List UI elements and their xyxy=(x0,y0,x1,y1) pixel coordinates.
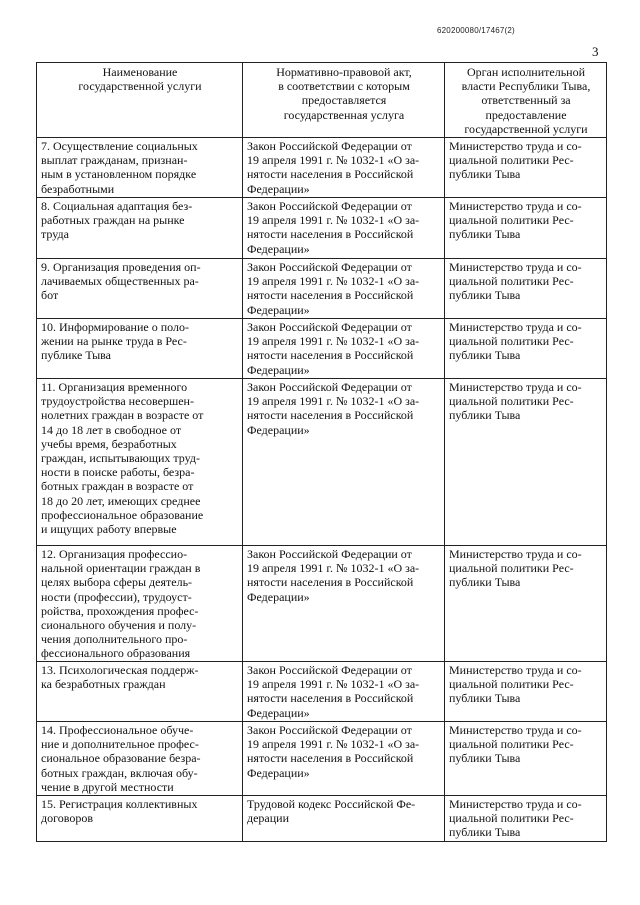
service-name-cell: 7. Осуществление социальных выплат гражданам, признан- ным в установленном порядке безработными xyxy=(37,138,243,198)
service-name-cell: 14. Профессиональное обуче- ние и дополнительное профес- сиональное образование безра- ботных граждан, включая обу- чение в другой местности xyxy=(37,722,243,796)
legal-act-cell: Закон Российской Федерации от 19 апреля 1991 г. № 1032-1 «О за- нятости населения в Российской Федерации» xyxy=(243,546,445,662)
authority-cell: Министерство труда и со- циальной политики Рес- публики Тыва xyxy=(445,319,607,379)
table-row xyxy=(37,379,607,546)
authority-cell: Министерство труда и со- циальной политики Рес- публики Тыва xyxy=(445,796,607,842)
authority-cell: Министерство труда и со- циальной политики Рес- публики Тыва xyxy=(445,722,607,796)
service-name-cell: 15. Регистрация коллективных договоров xyxy=(37,796,243,842)
legal-act-cell: Трудовой кодекс Российской Фе- дерации xyxy=(243,796,445,842)
table-header-row xyxy=(37,63,607,138)
legal-act-cell: Закон Российской Федерации от 19 апреля 1991 г. № 1032-1 «О за- нятости населения в Российской Федерации» xyxy=(243,662,445,722)
legal-act-cell: Закон Российской Федерации от 19 апреля 1991 г. № 1032-1 «О за- нятости населения в Российской Федерации» xyxy=(243,259,445,319)
services-table xyxy=(36,62,607,842)
authority-cell: Министерство труда и со- циальной политики Рес- публики Тыва xyxy=(445,662,607,722)
legal-act-cell: Закон Российской Федерации от 19 апреля 1991 г. № 1032-1 «О за- нятости населения в Российской Федерации» xyxy=(243,722,445,796)
table-row xyxy=(37,662,607,722)
table-row xyxy=(37,138,607,198)
service-name-cell: 12. Организация профессио- нальной ориентации граждан в целях выбора сферы деятель- ности (профессии), трудоуст- ройства, прохождения профес- сионального обучения и полу- чения дополнительного про- фессионального образования xyxy=(37,546,243,662)
service-name-cell: 13. Психологическая поддерж- ка безработных граждан xyxy=(37,662,243,722)
table-row xyxy=(37,198,607,259)
document-id: 620200080/17467(2) xyxy=(437,26,515,35)
authority-cell: Министерство труда и со- циальной политики Рес- публики Тыва xyxy=(445,198,607,259)
legal-act-cell: Закон Российской Федерации от 19 апреля 1991 г. № 1032-1 «О за- нятости населения в Российской Федерации» xyxy=(243,138,445,198)
service-name-cell: 10. Информирование о поло- жении на рынке труда в Рес- публике Тыва xyxy=(37,319,243,379)
authority-cell: Министерство труда и со- циальной политики Рес- публики Тыва xyxy=(445,138,607,198)
table-row xyxy=(37,546,607,662)
table-row xyxy=(37,319,607,379)
page-number: 3 xyxy=(592,44,599,59)
table-row xyxy=(37,796,607,842)
authority-cell: Министерство труда и со- циальной политики Рес- публики Тыва xyxy=(445,259,607,319)
legal-act-cell: Закон Российской Федерации от 19 апреля 1991 г. № 1032-1 «О за- нятости населения в Российской Федерации» xyxy=(243,379,445,546)
header-service-name: Наименование государственной услуги xyxy=(37,63,243,138)
header-legal-act: Нормативно-правовой акт, в соответствии с которым предоставляется государственная услуга xyxy=(243,63,445,138)
table-row xyxy=(37,722,607,796)
table-row xyxy=(37,259,607,319)
header-authority: Орган исполнительной власти Республики Тыва, ответственный за предоставление государственной услуги xyxy=(445,63,607,138)
legal-act-cell: Закон Российской Федерации от 19 апреля 1991 г. № 1032-1 «О за- нятости населения в Российской Федерации» xyxy=(243,198,445,259)
service-name-cell: 11. Организация временного трудоустройства несовершен- нолетних граждан в возрасте от 14 до 18 лет в свободное от учебы время, безработных граждан, испытывающих труд- ности в поиске работы, безра- ботных граждан в возрасте от 18 до 20 лет, имеющих среднее профессиональное образование и ищущих работу впервые xyxy=(37,379,243,546)
service-name-cell: 8. Социальная адаптация без- работных граждан на рынке труда xyxy=(37,198,243,259)
authority-cell: Министерство труда и со- циальной политики Рес- публики Тыва xyxy=(445,546,607,662)
legal-act-cell: Закон Российской Федерации от 19 апреля 1991 г. № 1032-1 «О за- нятости населения в Российской Федерации» xyxy=(243,319,445,379)
authority-cell: Министерство труда и со- циальной политики Рес- публики Тыва xyxy=(445,379,607,546)
service-name-cell: 9. Организация проведения оп- лачиваемых общественных ра- бот xyxy=(37,259,243,319)
